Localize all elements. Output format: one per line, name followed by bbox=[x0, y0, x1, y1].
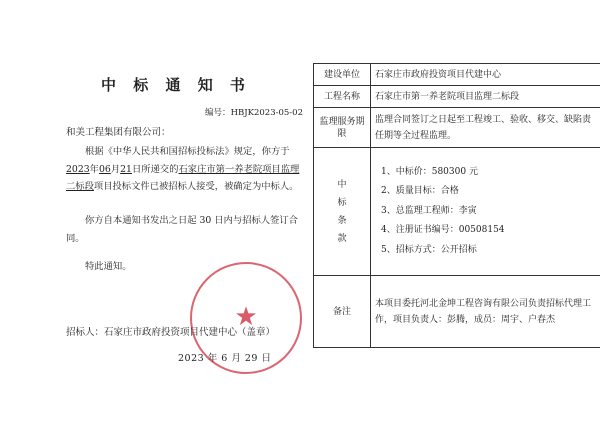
list-item: 1、中标价：580300 元 bbox=[381, 166, 478, 177]
table-row bbox=[314, 108, 600, 148]
signer-line bbox=[66, 324, 275, 338]
list-item: 5、招标方式：公开招标 bbox=[381, 244, 477, 255]
period-value: 监理合同签订之日起至工程竣工、验收、移交、缺陷责任期等全过程监理。 bbox=[371, 108, 600, 148]
para1-project: 石家庄市第一养老院项目监理二标段 bbox=[66, 163, 300, 192]
list-item: 2、质量目标：合格 bbox=[381, 186, 459, 197]
document-number-label: 编号： bbox=[205, 108, 231, 118]
date-day-label: 日 bbox=[261, 353, 272, 364]
para1-text-a: 根据《中华人民共和国招标投标法》规定，你方于 bbox=[85, 146, 290, 157]
notice-paragraph-2: 你方自本通知书发出之日起 30 日内与招标人签订合同。 bbox=[66, 215, 298, 244]
period-label: 监理服务期限 bbox=[314, 108, 371, 148]
date-month: 6 bbox=[221, 353, 228, 364]
terms-list bbox=[375, 163, 598, 261]
table-row bbox=[314, 86, 600, 108]
terms-value bbox=[371, 148, 600, 276]
list-item: 3、总监理工程师：李寅 bbox=[381, 205, 477, 216]
table-row bbox=[314, 276, 600, 348]
document-number-value: HBJK2023-05-02 bbox=[230, 108, 303, 118]
para1-day: 21 bbox=[120, 163, 132, 175]
para1-text-b: 年 bbox=[89, 163, 99, 175]
terms-label bbox=[314, 148, 371, 276]
signer-label: 招标人： bbox=[66, 327, 105, 338]
bid-info-table bbox=[313, 63, 600, 348]
date-month-label: 月 bbox=[231, 353, 242, 364]
notice-paragraph-3: 特此通知。 bbox=[85, 261, 132, 272]
signer-name: 石家庄市政府投资项目代建中心（盖章） bbox=[104, 327, 276, 338]
issue-date bbox=[178, 350, 272, 364]
date-year: 2023 bbox=[178, 353, 205, 364]
para1-year: 2023 bbox=[66, 163, 90, 175]
star-icon: ★ bbox=[234, 302, 258, 332]
table-row bbox=[314, 148, 600, 276]
remark-label: 备注 bbox=[314, 276, 371, 348]
para1-text-e: 项目投标文件已被招标人接受，被确定为中标人。 bbox=[93, 181, 299, 192]
para1-text-c: 月 bbox=[110, 163, 121, 175]
project-label: 工程名称 bbox=[314, 86, 371, 108]
date-year-label: 年 bbox=[207, 353, 218, 364]
notice-paragraph-1 bbox=[66, 143, 302, 196]
table-row bbox=[314, 64, 600, 86]
document-title: 中 标 通 知 书 bbox=[101, 76, 251, 94]
para1-month: 06 bbox=[98, 163, 111, 175]
list-item: 4、注册证书编号：00508154 bbox=[381, 225, 505, 236]
remark-value: 本项目委托河北金坤工程咨询有限公司负责招标代理工作，项目负责人：彭腾，成员：周宇、户春杰 bbox=[371, 276, 600, 348]
project-value: 石家庄市第一养老院项目监理二标段 bbox=[371, 86, 600, 108]
owner-value: 石家庄市政府投资项目代建中心 bbox=[371, 64, 600, 86]
addressee: 和美工程集团有限公司： bbox=[66, 127, 171, 138]
date-day: 29 bbox=[244, 353, 258, 364]
para1-text-d: 日所递交的 bbox=[131, 163, 179, 175]
terms-label-text: 中标条款 bbox=[337, 179, 347, 244]
document-number bbox=[128, 106, 303, 118]
owner-label: 建设单位 bbox=[314, 64, 371, 86]
